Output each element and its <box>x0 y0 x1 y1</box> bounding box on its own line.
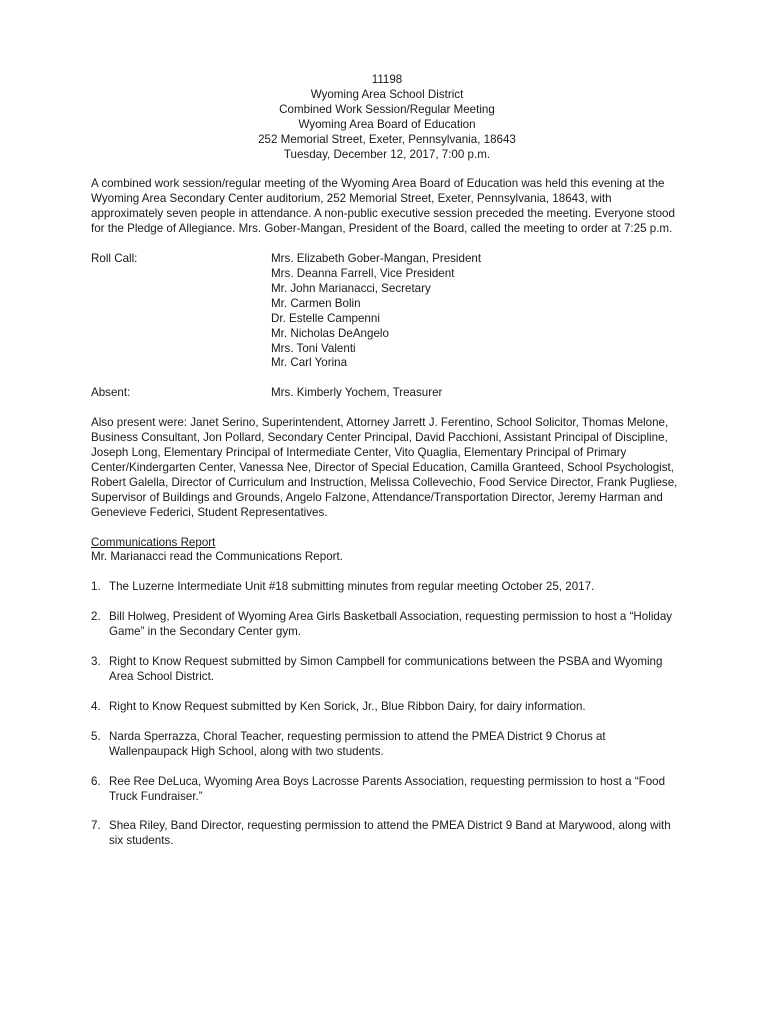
communications-intro: Mr. Marianacci read the Communications Report. <box>91 550 343 564</box>
board-name: Wyoming Area Board of Education <box>298 117 476 131</box>
communications-heading: Communications Report <box>91 535 216 549</box>
roll-call-member: Mrs. Deanna Farrell, Vice President <box>271 266 455 280</box>
list-item <box>91 819 683 849</box>
document-header <box>91 73 683 162</box>
roll-call-label: Roll Call: <box>91 252 138 266</box>
item-number: 2. <box>91 610 101 624</box>
item-text: Bill Holweg, President of Wyoming Area Girls Basketball Association, requesting permission to host a “Holiday Game” in the Secondary Center gym. <box>109 610 673 639</box>
item-number: 5. <box>91 729 101 743</box>
absent-section <box>91 386 683 401</box>
meeting-address: 252 Memorial Street, Exeter, Pennsylvania, 18643 <box>258 132 516 146</box>
item-number: 6. <box>91 774 101 788</box>
roll-call-member: Mr. Carmen Bolin <box>271 296 361 310</box>
item-number: 3. <box>91 655 101 669</box>
list-item <box>91 730 683 760</box>
item-number: 7. <box>91 819 101 833</box>
page-number: 11198 <box>371 73 403 86</box>
item-text: Right to Know Request submitted by Ken Sorick, Jr., Blue Ribbon Dairy, for dairy information. <box>109 699 586 713</box>
roll-call-member: Mrs. Toni Valenti <box>271 341 356 355</box>
meeting-type: Combined Work Session/Regular Meeting <box>279 102 495 116</box>
intro-paragraph: A combined work session/regular meeting of the Wyoming Area Board of Education was held this evening at the Wyoming Area Secondary Center auditorium, 252 Memorial Street, Exeter, Pennsylvania, 18643, with approximately seven people in attendance. A non-public executive session preceded the meeting. Everyone stood for the Pledge of Allegiance. Mrs. Gober-Mangan, President of the Board, called the meeting to order at 7:25 p.m. <box>91 177 675 236</box>
also-present-paragraph: Also present were: Janet Serino, Superintendent, Attorney Jarrett J. Ferentino, School Solicitor, Thomas Melone, Business Consultant, Jon Pollard, Secondary Center Principal, David Pacchioni, Assistant Principal of Discipline, Joseph Long, Elementary Principal of Intermediate Center, Vito Quaglia, Elementary Principal of Primary Center/Kindergarten Center, Vanessa Nee, Director of Special Education, Camilla Granteed, School Psychologist, Robert Galella, Director of Curriculum and Instruction, Melissa Collevechio, Food Service Director, Frank Pugliese, Supervisor of Buildings and Grounds, Angelo Falzone, Attendance/Transportation Director, Jeremy Harman and Genevieve Federici, Student Representatives. <box>91 416 678 519</box>
list-item <box>91 700 683 715</box>
absent-list <box>271 386 442 401</box>
roll-call-member: Dr. Estelle Campenni <box>271 311 380 325</box>
item-number: 4. <box>91 699 101 713</box>
roll-call-section <box>91 252 683 371</box>
roll-call-member: Mr. John Marianacci, Secretary <box>271 281 431 295</box>
list-item <box>91 655 683 685</box>
item-text: The Luzerne Intermediate Unit #18 submitting minutes from regular meeting October 25, 2017. <box>109 580 595 594</box>
item-text: Ree Ree DeLuca, Wyoming Area Boys Lacrosse Parents Association, requesting permission to host a “Food Truck Fundraiser.” <box>109 774 666 803</box>
meeting-date: Tuesday, December 12, 2017, 7:00 p.m. <box>283 147 491 161</box>
absent-member: Mrs. Kimberly Yochem, Treasurer <box>271 386 443 400</box>
list-item <box>91 610 683 640</box>
minutes-page <box>91 73 683 864</box>
list-item <box>91 580 683 595</box>
roll-call-list <box>271 252 481 371</box>
roll-call-member: Mrs. Elizabeth Gober-Mangan, President <box>271 252 482 266</box>
item-number: 1. <box>91 580 101 594</box>
list-item <box>91 775 683 805</box>
item-text: Narda Sperrazza, Choral Teacher, requesting permission to attend the PMEA District 9 Chorus at Wallenpaupack High School, along with two students. <box>109 729 606 758</box>
absent-label: Absent: <box>91 386 131 400</box>
communications-list <box>91 580 683 849</box>
roll-call-member: Mr. Nicholas DeAngelo <box>271 326 389 340</box>
district-name: Wyoming Area School District <box>310 87 464 101</box>
item-text: Right to Know Request submitted by Simon Campbell for communications between the PSBA and Wyoming Area School District. <box>109 655 663 683</box>
roll-call-member: Mr. Carl Yorina <box>271 356 348 370</box>
item-text: Shea Riley, Band Director, requesting permission to attend the PMEA District 9 Band at Marywood, along with six students. <box>109 819 671 848</box>
